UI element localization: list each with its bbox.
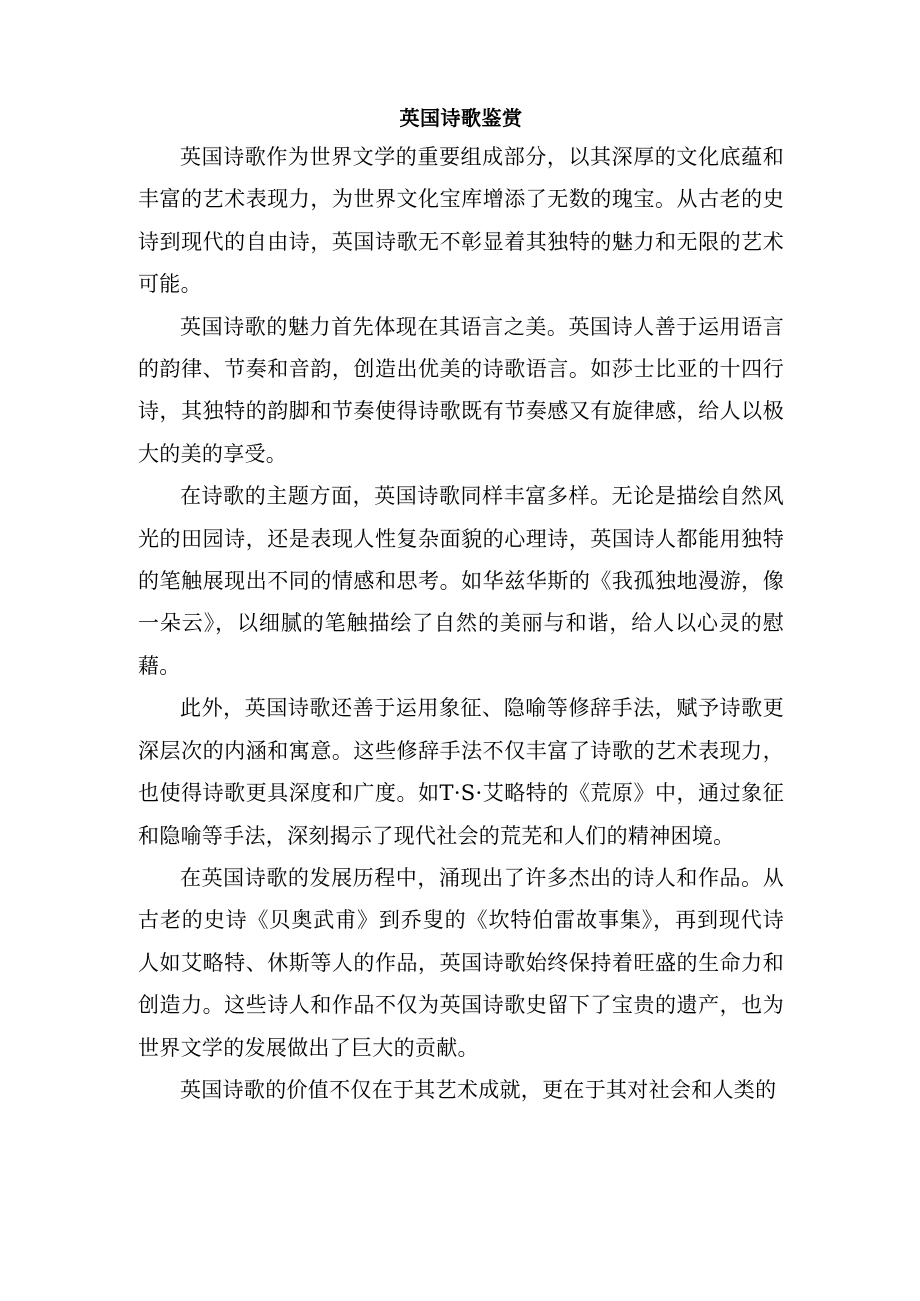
document-page	[138, 100, 784, 1111]
document-title: 英国诗歌鉴赏	[399, 106, 523, 130]
paragraph-language: 英国诗歌的魅力首先体现在其语言之美。英国诗人善于运用语言的韵律、节奏和音韵，创造出优美的诗歌语言。如莎士比亚的十四行诗，其独特的韵脚和节奏使得诗歌既有节奏感又有旋律感，给人以极大的美的享受。	[138, 314, 784, 466]
paragraph-themes: 在诗歌的主题方面，英国诗歌同样丰富多样。无论是描绘自然风光的田园诗，还是表现人性复杂面貌的心理诗，英国诗人都能用独特的笔触展现出不同的情感和思考。如华兹华斯的《我孤独地漫游，像一朵云》，以细腻的笔触描绘了自然的美丽与和谐，给人以心灵的慰藉。	[138, 484, 784, 678]
paragraph-rhetoric: 此外，英国诗歌还善于运用象征、隐喻等修辞手法，赋予诗歌更深层次的内涵和寓意。这些修辞手法不仅丰富了诗歌的艺术表现力，也使得诗歌更具深度和广度。如T·S·艾略特的《荒原》中，通过象征和隐喻等手法，深刻揭示了现代社会的荒芜和人们的精神困境。	[138, 696, 784, 848]
paragraph-value: 英国诗歌的价值不仅在于其艺术成就，更在于其对社会和人类的	[180, 1077, 777, 1102]
paragraph-history: 在英国诗歌的发展历程中，涌现出了许多杰出的诗人和作品。从古老的史诗《贝奥武甫》到乔叟的《坎特伯雷故事集》，再到现代诗人如艾略特、休斯等人的作品，英国诗歌始终保持着旺盛的生命力和创造力。这些诗人和作品不仅为英国诗歌史留下了宝贵的遗产，也为世界文学的发展做出了巨大的贡献。	[138, 865, 784, 1060]
paragraph-intro: 英国诗歌作为世界文学的重要组成部分，以其深厚的文化底蕴和丰富的艺术表现力，为世界文化宝库增添了无数的瑰宝。从古老的史诗到现代的自由诗，英国诗歌无不彰显着其独特的魅力和无限的艺术可能。	[138, 145, 784, 297]
